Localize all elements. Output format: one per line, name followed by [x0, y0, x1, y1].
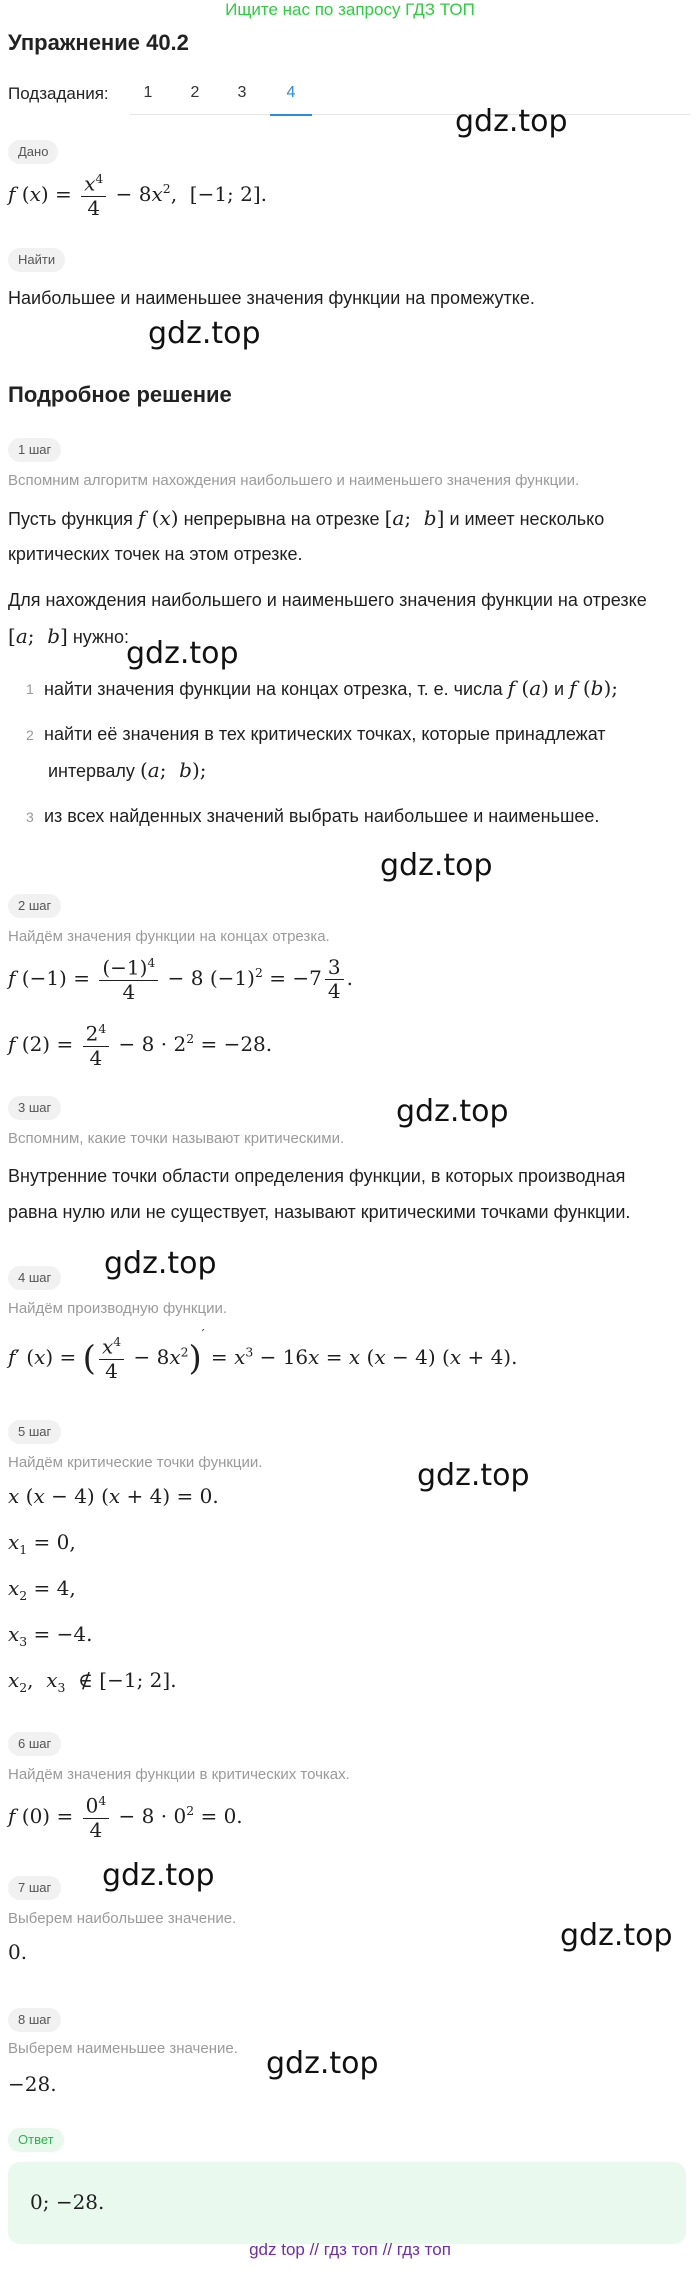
step-8-value: −28.: [8, 2072, 57, 2096]
step-5-x3: $x_3 = -4$.: [8, 1622, 93, 1649]
given-formula: f (x) = $\frac{x^4}{4}$ − $8x^2$, [−1; 2].: [8, 171, 268, 220]
step-1-p1-d: критических точек на этом отрезке.: [8, 544, 303, 564]
step-8-hint: Выберем наименьшее значение.: [8, 2040, 238, 2057]
step-4-hint: Найдём производную функции.: [8, 1300, 227, 1317]
tab-3[interactable]: 3: [237, 84, 247, 101]
step-1-p1-b: непрерывна на отрезке: [183, 509, 380, 529]
step-6-formula: f (0) = $\frac{0^4}{4}$ − $8 \cdot 0^2 = 0$.: [8, 1793, 243, 1842]
step-1-hint: Вспомним алгоритм нахождения наибольшего и наименьшего значения функции.: [8, 472, 580, 489]
list-number: 2: [26, 727, 34, 743]
step-1-p1: Пусть функция f (x) непрерывна на отрезке [a; b] и имеет несколько: [8, 506, 605, 530]
given-chip: Дано: [8, 140, 58, 164]
list-item-3-text: из всех найденных значений выбрать наибольшее и наименьшее.: [44, 806, 600, 826]
step-2-hint: Найдём значения функции на концах отрезка.: [8, 928, 330, 945]
answer-chip: Ответ: [8, 2128, 64, 2152]
page-title: Упражнение 40.2: [8, 30, 189, 55]
tabs-divider: [130, 114, 690, 115]
watermark: gdz.top: [102, 1858, 215, 1893]
step-2-chip: 2 шаг: [8, 894, 61, 918]
watermark: gdz.top: [148, 316, 261, 351]
step-5-eq: x (x − 4) (x + 4) = 0.: [8, 1484, 219, 1508]
watermark: gdz.top: [104, 1246, 217, 1281]
step-1-p2: [a; b] нужно:: [8, 624, 129, 648]
list-item-1-and: и: [553, 679, 565, 699]
answer-value: 0; −28.: [30, 2190, 105, 2214]
step-1-p1-a: Пусть функция: [8, 509, 133, 529]
step-8-chip: 8 шаг: [8, 2008, 61, 2032]
step-2-formula-1: f (−1) = $\frac{(-1)^4}{4}$ − 8 $(-1)^2 = -7$ $\frac{3}{4}$ .: [8, 954, 353, 1004]
step-3-chip: 3 шаг: [8, 1096, 61, 1120]
list-item-2: интервалу (a; b);: [48, 758, 207, 782]
step-1-p2-a: Для нахождения наибольшего и наименьшего значения функции на отрезке: [8, 590, 647, 610]
watermark: gdz.top: [455, 104, 568, 139]
step-5-notin: $x_2$, $x_3$ ∉ [−1; 2].: [8, 1668, 177, 1695]
active-tab-indicator: [270, 114, 312, 116]
list-item-1: найти значения функции на концах отрезка, т. е. числа f (a) и f (b);: [44, 676, 618, 700]
step-2-formula-2: f (2) = $\frac{2^4}{4}$ − $8 \cdot 2^2 = -28$.: [8, 1021, 273, 1070]
list-number: 1: [26, 681, 34, 697]
list-item-2-text: найти её значения в тех критических точках, которые принадлежат: [44, 724, 606, 744]
tab-4[interactable]: 4: [286, 84, 296, 101]
step-7-value: 0.: [8, 1940, 28, 1964]
step-7-chip: 7 шаг: [8, 1876, 61, 1900]
search-banner[interactable]: Ищите нас по запросу ГДЗ ТОП: [225, 0, 475, 19]
step-7-hint: Выберем наибольшее значение.: [8, 1910, 237, 1927]
step-3-text-a: Внутренние точки области определения функции, в которых производная: [8, 1166, 626, 1186]
step-1-chip: 1 шаг: [8, 438, 61, 462]
step-6-chip: 6 шаг: [8, 1732, 61, 1756]
tab-2[interactable]: 2: [190, 84, 200, 101]
step-6-hint: Найдём значения функции в критических точках.: [8, 1766, 350, 1783]
footer-links[interactable]: gdz top // гдз топ // гдз топ: [249, 2240, 451, 2259]
solution-title: Подробное решение: [8, 382, 232, 407]
watermark: gdz.top: [417, 1458, 530, 1493]
find-chip: Найти: [8, 248, 65, 272]
step-3-text-b: равна нулю или не существует, называют критическими точками функции.: [8, 1202, 631, 1222]
answer-box: [8, 2162, 686, 2244]
watermark: gdz.top: [396, 1094, 509, 1129]
step-4-formula: f′ (x) = ( $\frac{x^4}{4}$ − $8x^2)' = x^3 - 16x = x$ (x − 4) (x + 4).: [8, 1326, 518, 1383]
find-text: Наибольшее и наименьшее значения функции на промежутке.: [8, 288, 535, 308]
subtasks-label: Подзадания:: [8, 84, 109, 103]
step-5-x1: $x_1 = 0$,: [8, 1530, 76, 1557]
list-item-2-interval: интервалу: [48, 761, 135, 781]
watermark: gdz.top: [380, 848, 493, 883]
watermark: gdz.top: [126, 636, 239, 671]
step-5-hint: Найдём критические точки функции.: [8, 1454, 263, 1471]
list-number: 3: [26, 809, 34, 825]
list-item-1-text: найти значения функции на концах отрезка, т. е. числа: [44, 679, 503, 699]
step-3-hint: Вспомним, какие точки называют критическими.: [8, 1130, 345, 1147]
step-5-x2: $x_2 = 4$,: [8, 1576, 76, 1603]
step-1-p1-c: и имеет несколько: [449, 509, 605, 529]
watermark: gdz.top: [266, 2046, 379, 2081]
step-1-p2-b: нужно:: [72, 627, 129, 647]
given-interval: [−1; 2].: [189, 181, 268, 206]
step-5-chip: 5 шаг: [8, 1420, 61, 1444]
watermark: gdz.top: [560, 1918, 673, 1953]
tab-1[interactable]: 1: [143, 84, 153, 101]
given-x: x: [29, 181, 41, 206]
step-4-chip: 4 шаг: [8, 1266, 61, 1290]
